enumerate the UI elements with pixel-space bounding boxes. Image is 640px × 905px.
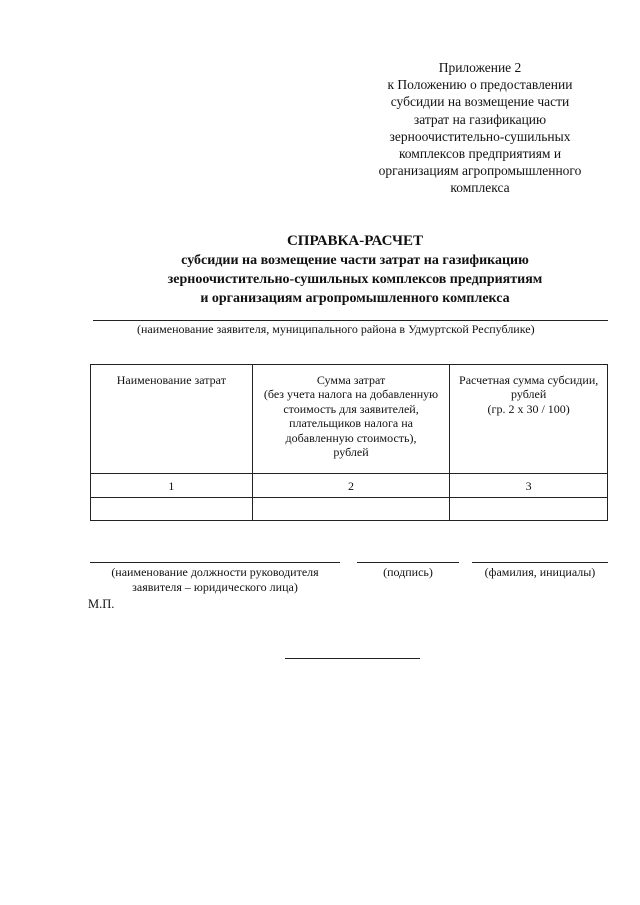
table-cell[interactable] [252,498,450,521]
table-row [91,498,608,521]
bottom-separator [285,658,420,659]
appendix-line: комплекса [450,180,510,196]
appendix-line: зерноочистительно-сушильных [389,128,571,144]
document-title-line: зерноочистительно-сушильных комплексов предприятиям [167,272,543,287]
table-row-numbers [91,474,608,498]
document-title-line: и организациям агропромышленного комплекса [200,291,510,306]
appendix-header [360,59,600,197]
calculation-table [90,364,608,521]
column-number: 1 [91,474,253,498]
document-title [60,232,640,308]
header-cost-name: Наименование затрат [91,365,253,474]
header-subsidy-amount: Расчетная сумма субсидии, рублей (гр. 2 х 30 / 100) [450,365,608,474]
position-fill-line [90,562,340,563]
name-caption: (фамилия, инициалы) [484,565,596,579]
header-cost-amount: Сумма затрат (без учета налога на добавленную стоимость для заявителей, плательщиков налога на добавленную стоимость), рублей [252,365,450,474]
appendix-line: субсидии на возмещение части [390,94,570,110]
applicant-fill-line [93,320,608,321]
appendix-line: к Положению о предоставлении [387,77,573,93]
document-title-main: СПРАВКА-РАСЧЕТ [286,233,424,249]
appendix-line: затрат на газификацию [413,111,547,127]
stamp-placeholder: М.П. [88,597,115,611]
table-cell[interactable] [450,498,608,521]
column-number: 2 [252,474,450,498]
appendix-line: организациям агропромышленного [378,163,582,179]
table-header-row [91,365,608,474]
signature-fill-line [357,562,459,563]
appendix-line: комплексов предприятиям и [398,146,562,162]
document-title-line: субсидии на возмещение части затрат на газификацию [181,253,529,268]
column-number: 3 [450,474,608,498]
applicant-caption: (наименование заявителя, муниципального района в Удмуртской Республике) [137,322,535,336]
table-cell[interactable] [91,498,253,521]
signature-caption: (подпись) [383,565,433,579]
position-caption: (наименование должности руководителя заявителя – юридического лица) [111,565,319,594]
name-fill-line [472,562,608,563]
appendix-line: Приложение 2 [438,60,522,75]
